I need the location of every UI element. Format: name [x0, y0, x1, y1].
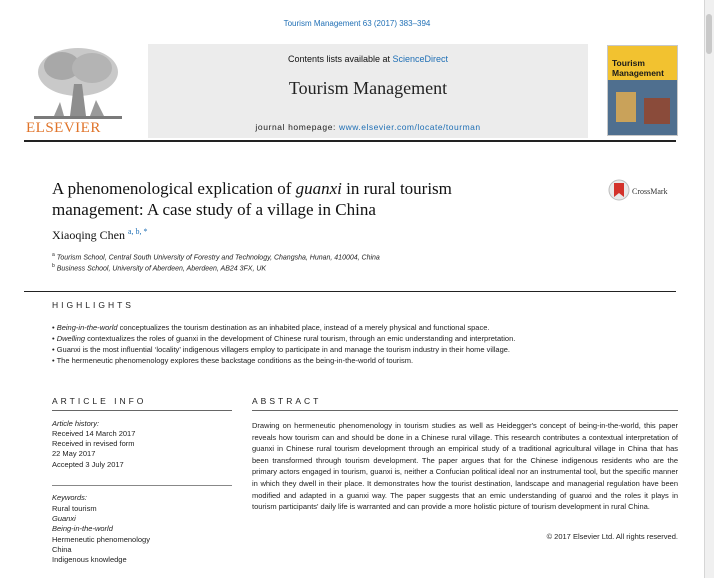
- header-rule: [24, 140, 676, 142]
- history-revised: Received in revised form: [52, 439, 135, 448]
- affiliation-a: [52, 252, 380, 261]
- title-text: in rural tourism: [341, 179, 452, 198]
- keyword[interactable]: Rural tourism: [52, 504, 97, 513]
- keywords-label: Keywords:: [52, 493, 88, 502]
- article-title: [52, 178, 552, 220]
- highlight-text: Guanxi is the most influential ‘locality’ indigenous villagers employ to participate in and manage the tourism industry in their home village.: [56, 345, 511, 354]
- keyword[interactable]: Being-in-the-world: [52, 524, 113, 533]
- keyword[interactable]: Guanxi: [52, 514, 76, 523]
- highlight-emphasis: Dwelling: [56, 334, 86, 343]
- cover-photo-detail: [644, 98, 670, 124]
- affiliation-text: Tourism School, Central South University of Forestry and Technology, Changsha, Hunan, 410004, China: [56, 254, 380, 262]
- title-emphasis: guanxi: [295, 179, 342, 198]
- contents-line: [148, 54, 588, 64]
- highlight-item: • Dwelling contextualizes the roles of guanxi in the development of Chinese rural tourism, through an emic understanding and interpretation.: [52, 334, 516, 343]
- scrollbar-thumb[interactable]: [706, 14, 712, 54]
- keyword[interactable]: Hermeneutic phenomenology: [52, 535, 150, 544]
- history-received: Received 14 March 2017: [52, 429, 136, 438]
- elsevier-tree-logo-icon: [30, 44, 126, 120]
- journal-title: Tourism Management: [288, 78, 448, 98]
- affiliation-b: [52, 263, 266, 272]
- cover-photo-detail: [616, 92, 636, 122]
- vertical-scrollbar[interactable]: [704, 0, 714, 578]
- title-line2: management: A case study of a village in China: [52, 200, 376, 219]
- copyright-notice: © 2017 Elsevier Ltd. All rights reserved.: [546, 532, 678, 541]
- keyword[interactable]: China: [52, 545, 72, 554]
- author-text: Xiaoqing Chen: [52, 228, 125, 242]
- highlights-heading: HIGHLIGHTS: [52, 300, 134, 310]
- abstract-heading: ABSTRACT: [252, 396, 322, 406]
- affiliation-mark: b: [52, 263, 55, 269]
- author-name: [52, 227, 148, 243]
- crossmark-label[interactable]: CrossMark: [632, 187, 668, 196]
- divider: [52, 485, 232, 486]
- journal-citation[interactable]: Tourism Management 63 (2017) 383–394: [283, 19, 431, 28]
- highlight-text: contextualizes the roles of guanxi in the development of Chinese rural tourism, through an emic understanding and interpretation.: [85, 334, 516, 343]
- highlight-text: conceptualizes the tourism destination as an inhabited place, instead of a merely physical and functional space.: [117, 323, 490, 332]
- divider: [24, 291, 676, 292]
- abstract-text: Drawing on hermeneutic phenomenology in tourism studies as well as Heidegger's concept of being-in-the-world, this paper reveals how tourism can and should be done in a Chinese rural village. This research contributes a contextual interpretation of guanxi in Chinese rural tourism development through an empirical study of a traditional agricultural village in China that has been transformed through tourism development. The paper argues that for the Chinese indigenous residents who are the primary actors engaged in tourism, guanxi is, neither a Confucian political ideal nor an instrumental tool, but the specific manner in which they dwell in their place. It demonstrates how the tourist destination, landscape and managerial regulation have been modified and adapted in a guanxi way. The paper suggests that an emic understanding of guanxi and the roles it plays in tourism participants' daily life is warranted and can provide a more holistic picture of tourism development in rural China.: [252, 421, 678, 512]
- cover-title-line2: Management: [612, 68, 664, 78]
- elsevier-wordmark[interactable]: ELSEVIER: [26, 120, 101, 136]
- contents-prefix: Contents lists available at: [287, 54, 393, 64]
- homepage-link[interactable]: www.elsevier.com/locate/tourman: [338, 122, 481, 132]
- highlight-text: The hermeneutic phenomenology explores these backstage conditions as the being-in-the-world of tourism.: [56, 356, 414, 365]
- highlight-item: • Being-in-the-world conceptualizes the tourism destination as an inhabited place, instead of a merely physical and functional space.: [52, 323, 490, 332]
- sciencedirect-link[interactable]: ScienceDirect: [392, 54, 449, 64]
- crossmark-icon[interactable]: [608, 179, 630, 201]
- highlight-item: • The hermeneutic phenomenology explores these backstage conditions as the being-in-the-world of tourism.: [52, 356, 414, 365]
- author-affiliation-marks[interactable]: a, b, *: [128, 227, 148, 236]
- highlight-item: • Guanxi is the most influential ‘locality’ indigenous villagers employ to participate in and manage the tourism industry in their home village.: [52, 345, 511, 354]
- divider: [252, 410, 678, 411]
- affiliation-text: Business School, University of Aberdeen, Aberdeen, AB24 3FX, UK: [56, 265, 267, 273]
- cover-title-line1: Tourism: [612, 58, 645, 68]
- journal-cover-thumbnail[interactable]: [607, 45, 678, 136]
- article-info-heading: ARTICLE INFO: [52, 396, 147, 406]
- keyword[interactable]: Indigenous knowledge: [52, 555, 127, 564]
- title-text: A phenomenological explication of: [52, 179, 296, 198]
- affiliation-mark: a: [52, 252, 55, 258]
- journal-homepage-line: [148, 122, 588, 132]
- cover-title: [612, 58, 664, 78]
- history-label: Article history:: [52, 419, 100, 428]
- history-revised-date: 22 May 2017: [52, 449, 96, 458]
- highlight-emphasis: Being-in-the-world: [56, 323, 118, 332]
- divider: [52, 410, 232, 411]
- homepage-prefix: journal homepage:: [255, 122, 339, 132]
- history-accepted: Accepted 3 July 2017: [52, 460, 124, 469]
